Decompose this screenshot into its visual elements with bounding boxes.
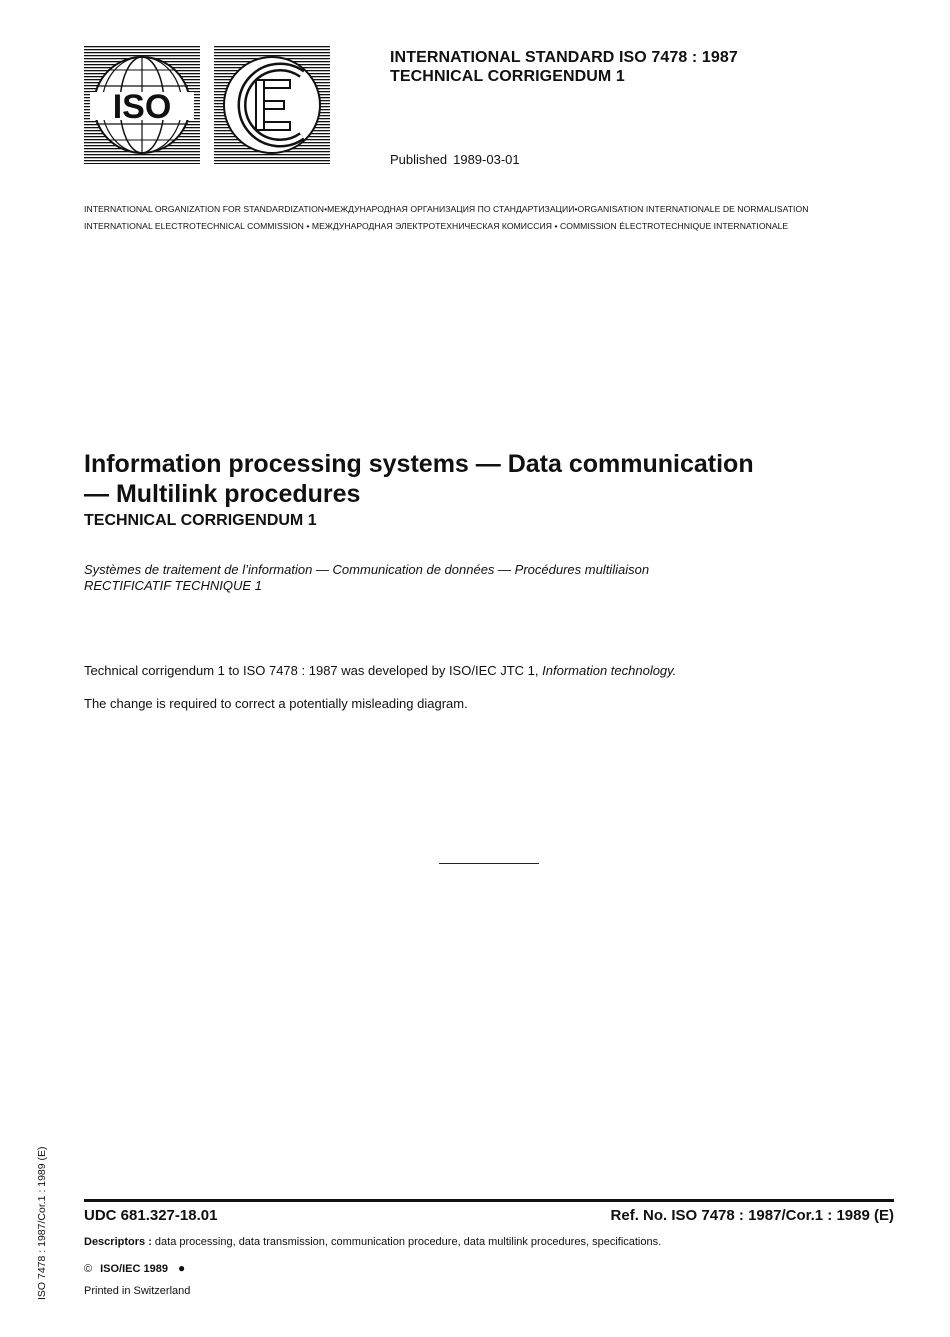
para1-italic: Information technology. — [542, 663, 677, 678]
organization-names — [84, 201, 808, 235]
printed-in: Printed in Switzerland — [84, 1285, 191, 1297]
title-corrigendum: TECHNICAL CORRIGENDUM 1 — [84, 512, 317, 529]
body-paragraph-2: The change is required to correct a potentially misleading diagram. — [84, 696, 468, 711]
iec-organization-line: INTERNATIONAL ELECTROTECHNICAL COMMISSION • МЕЖДУНАРОДНАЯ ЭЛЕКТРОТЕХНИЧЕСКАЯ КОМИССИЯ • COMMISSION ÉLECTROTECHNIQUE INTERNATIONALE — [84, 221, 789, 231]
published-info — [390, 152, 520, 167]
title-line-2: — Multilink procedures — [84, 480, 361, 508]
copyright — [84, 1261, 185, 1275]
iec-logo-text: IEC — [271, 162, 273, 163]
copyright-owner: ISO/IEC 1989 — [100, 1263, 168, 1275]
iso-iec-logos — [84, 46, 330, 164]
published-date: 1989-03-01 — [453, 152, 520, 167]
para1-text: Technical corrigendum 1 to ISO 7478 : 1987 was developed by ISO/IEC JTC 1, — [84, 663, 543, 678]
divider — [439, 863, 539, 864]
body-paragraph-1 — [84, 663, 676, 678]
french-title — [84, 562, 649, 594]
published-label: Published — [390, 152, 448, 167]
iso-logo-text: ISO — [112, 88, 172, 126]
french-title-line-1: Systèmes de traitement de l’information — Communication de données — Procédures multiliaison — [84, 562, 650, 577]
copyright-icon: © — [84, 1263, 93, 1275]
side-reference: ISO 7478 : 1987/Cor.1 : 1989 (E) — [36, 1146, 48, 1300]
iso-logo-icon — [84, 46, 200, 164]
descriptors-label: Descriptors : — [84, 1236, 152, 1248]
standard-number: INTERNATIONAL STANDARD ISO 7478 : 1987 — [390, 49, 738, 66]
udc-number: UDC 681.327-18.01 — [84, 1207, 218, 1224]
descriptors-text: data processing, data transmission, communication procedure, data multilink procedures, specifications. — [151, 1236, 662, 1248]
iec-logo-icon — [214, 46, 330, 164]
corrigendum-label: TECHNICAL CORRIGENDUM 1 — [390, 68, 625, 85]
reference-number: Ref. No. ISO 7478 : 1987/Cor.1 : 1989 (E) — [610, 1207, 894, 1224]
title-line-1: Information processing systems — Data communication — [84, 450, 754, 478]
document-header — [390, 48, 738, 86]
french-title-line-2: RECTIFICATIF TECHNIQUE 1 — [84, 578, 262, 593]
document-title — [84, 449, 904, 509]
logo-block — [84, 46, 330, 164]
iso-organization-line: INTERNATIONAL ORGANIZATION FOR STANDARDIZATION•МЕЖДУНАРОДНАЯ ОРГАНИЗАЦИЯ ПО СТАНДАРТИЗАЦИИ•ORGANISATION INTERNATIONALE DE NORMALISATION — [84, 204, 809, 214]
footer-rule — [84, 1199, 894, 1202]
descriptors — [84, 1236, 661, 1248]
bullet-icon: ● — [177, 1261, 186, 1275]
